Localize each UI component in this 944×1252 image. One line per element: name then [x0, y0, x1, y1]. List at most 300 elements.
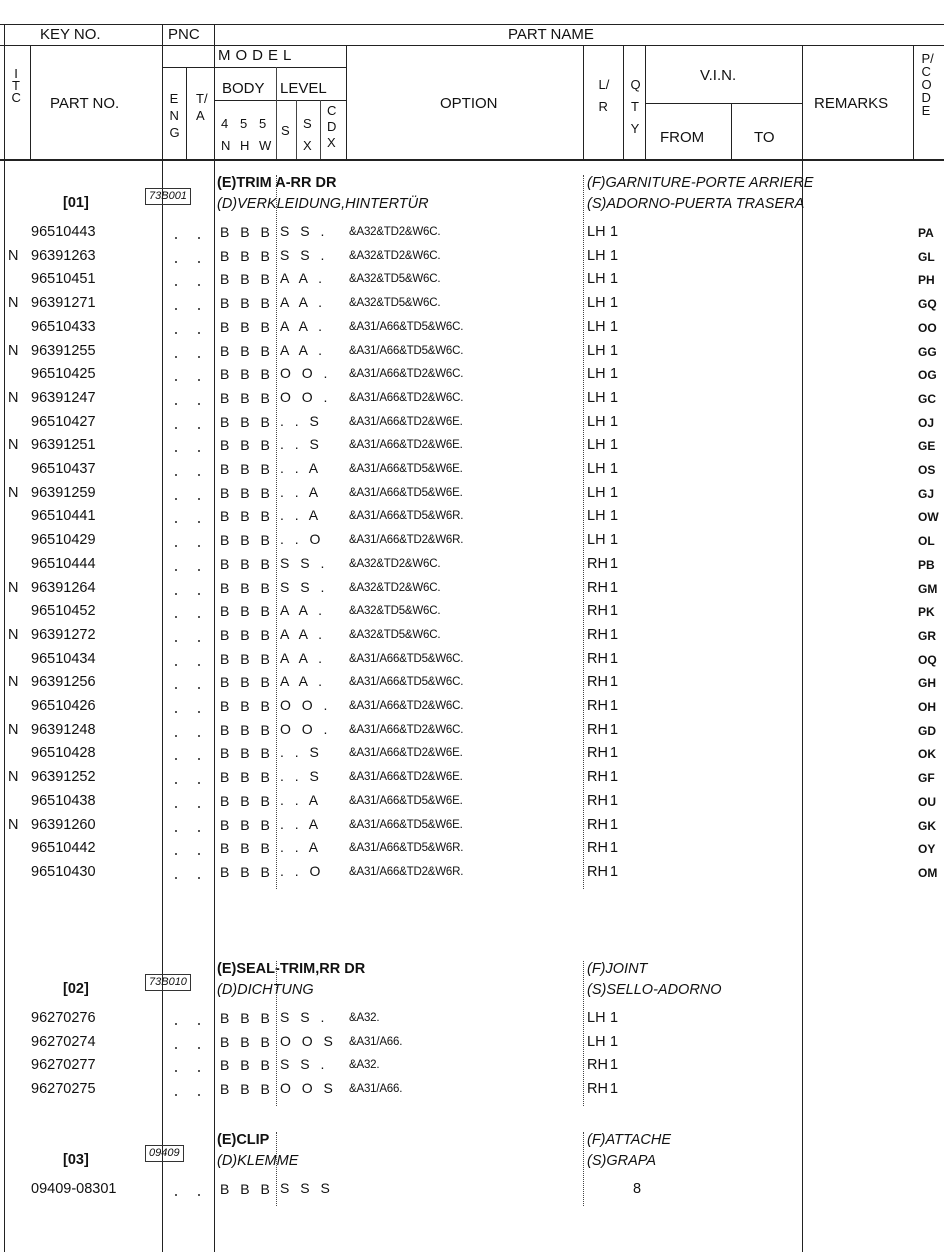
- placeholder-dot: [175, 1047, 177, 1049]
- itc-header-text: ITC: [11, 66, 21, 105]
- part-number: 96391271: [31, 295, 96, 312]
- quantity: 1: [610, 863, 619, 880]
- body-fitment: B B B: [220, 1181, 274, 1197]
- body-fitment: B B B: [220, 295, 274, 312]
- level-fitment: . . A: [280, 839, 322, 856]
- quantity: 1: [610, 769, 619, 786]
- product-code: OY: [918, 842, 936, 857]
- level-fitment: . . S: [280, 412, 323, 429]
- key-no-header: KEY NO.: [40, 26, 101, 43]
- placeholder-dot: [198, 806, 200, 808]
- lr-side: RH: [587, 1081, 608, 1098]
- placeholder-dot: [175, 356, 177, 358]
- group-key-no: [01]: [63, 195, 89, 211]
- quantity: 1: [610, 342, 619, 359]
- product-code: GQ: [918, 297, 937, 312]
- placeholder-dot: [198, 356, 200, 358]
- placeholder-dot: [175, 877, 177, 879]
- itc-flag: N: [8, 769, 19, 786]
- remarks-header: REMARKS: [814, 95, 889, 112]
- quantity: 1: [610, 295, 619, 312]
- option-code: &A31/A66&TD2&W6C.: [349, 391, 464, 404]
- placeholder-dot: [198, 711, 200, 713]
- part-name-german: (D)DICHTUNG: [217, 982, 314, 998]
- column-separator: [276, 175, 277, 889]
- quantity: 1: [610, 484, 619, 501]
- pcode-divider: [913, 45, 914, 159]
- placeholder-dot: [198, 379, 200, 381]
- lr-side: LH: [587, 461, 606, 477]
- level-fitment: O O S: [280, 1080, 337, 1097]
- part-number: 96510430: [31, 863, 96, 880]
- product-code: GL: [918, 249, 935, 264]
- quantity: 1: [610, 626, 619, 643]
- part-number: 96510444: [31, 555, 96, 572]
- level-fitment: . . S: [280, 744, 323, 761]
- option-code: &A31/A66&TD5&W6C.: [349, 652, 464, 665]
- placeholder-dot: [198, 782, 200, 784]
- product-code: GM: [918, 581, 938, 596]
- part-name-english: (E)SEAL-TRIM,RR DR: [217, 961, 366, 977]
- placeholder-dot: [175, 593, 177, 595]
- level-fitment: A A .: [280, 294, 326, 311]
- part-number: 96510443: [31, 224, 96, 240]
- placeholder-dot: [198, 616, 200, 618]
- level-fitment: S S .: [280, 578, 328, 595]
- part-number: 96391260: [31, 816, 96, 833]
- product-code: OH: [918, 700, 936, 714]
- lr-side: RH: [587, 579, 608, 596]
- part-number: 96510433: [31, 318, 96, 335]
- product-code: GR: [918, 628, 936, 643]
- model-rule: [162, 67, 346, 68]
- body-5h-header: 5H: [240, 116, 250, 153]
- itc-flag: N: [8, 342, 19, 359]
- level-fitment: A A .: [280, 317, 326, 334]
- part-number: 96510438: [31, 792, 96, 809]
- product-code: OS: [918, 463, 936, 477]
- part-number: 96391247: [31, 389, 96, 406]
- placeholder-dot: [198, 735, 200, 737]
- lr-side: LH: [587, 247, 606, 264]
- level-s-header: S: [281, 123, 290, 138]
- option-code: &A31/A66&TD5&W6C.: [349, 676, 464, 689]
- pnc-header: PNC: [168, 26, 200, 43]
- placeholder-dot: [198, 521, 200, 523]
- part-number: 96510428: [31, 745, 96, 762]
- vin-from-header: FROM: [660, 129, 705, 146]
- quantity: 1: [610, 389, 619, 406]
- header-top-rule: [0, 24, 944, 25]
- product-code: OU: [918, 794, 936, 809]
- itc-flag: N: [8, 816, 19, 833]
- lr-header-text: L/R: [598, 77, 610, 114]
- part-name-french: (F)GARNITURE-PORTE ARRIERE: [587, 175, 814, 191]
- option-code: &A32&TD2&W6C.: [349, 557, 441, 570]
- option-code: &A31/A66&TD5&W6E.: [349, 794, 463, 807]
- quantity: 1: [610, 437, 619, 454]
- itc-flag: N: [8, 674, 19, 691]
- body-fitment: B B B: [220, 389, 274, 406]
- placeholder-dot: [198, 640, 200, 642]
- part-name-german: (D)KLEMME: [217, 1153, 299, 1169]
- body-fitment: B B B: [220, 413, 274, 430]
- lr-side: RH: [587, 863, 608, 880]
- placeholder-dot: [175, 569, 177, 571]
- placeholder-dot: [175, 379, 177, 381]
- placeholder-dot: [175, 806, 177, 808]
- body-fitment: B B B: [220, 1057, 274, 1074]
- vin-to-header: TO: [754, 129, 775, 146]
- quantity: 1: [610, 461, 619, 477]
- part-number: 96510452: [31, 603, 96, 620]
- eng-header-text: ENG: [169, 91, 180, 140]
- level-fitment: O O .: [280, 720, 331, 737]
- ta-header-text: T/A: [196, 91, 208, 123]
- level-s-divider: [296, 100, 297, 159]
- lr-side: LH: [587, 224, 606, 240]
- body-level-divider: [276, 67, 277, 159]
- level-fitment: S S .: [280, 1056, 328, 1073]
- placeholder-dot: [175, 261, 177, 263]
- level-fitment: O O .: [280, 388, 331, 405]
- body-fitment: B B B: [220, 626, 274, 643]
- placeholder-dot: [175, 735, 177, 737]
- model-header: MODEL: [218, 47, 297, 64]
- part-number: 96510434: [31, 650, 96, 667]
- quantity: 1: [610, 318, 619, 335]
- level-fitment: S S .: [280, 1009, 328, 1025]
- level-fitment: O O .: [280, 697, 331, 713]
- option-code: &A31/A66&TD5&W6E.: [349, 818, 463, 831]
- placeholder-dot: [198, 758, 200, 760]
- body-fitment: B B B: [220, 698, 274, 714]
- product-code: OG: [918, 368, 937, 383]
- part-name-header: PART NAME: [508, 26, 594, 43]
- lr-divider: [583, 45, 584, 159]
- placeholder-dot: [198, 403, 200, 405]
- placeholder-dot: [175, 521, 177, 523]
- placeholder-dot: [198, 498, 200, 500]
- qty-header: [627, 74, 643, 140]
- part-name-french: (F)JOINT: [587, 961, 648, 977]
- level-sx-divider: [320, 100, 321, 159]
- placeholder-dot: [175, 687, 177, 689]
- level-fitment: . . A: [280, 791, 322, 808]
- lr-side: RH: [587, 840, 608, 857]
- option-code: &A32&TD5&W6C.: [349, 628, 441, 641]
- from-to-divider: [731, 103, 732, 159]
- level-header: LEVEL: [280, 80, 327, 97]
- pcode-header: [918, 52, 934, 117]
- body-level-rule: [214, 100, 346, 101]
- option-code: &A31/A66&TD2&W6C.: [349, 368, 464, 381]
- column-separator: [276, 1132, 277, 1206]
- option-code: &A32&TD5&W6C.: [349, 273, 441, 286]
- level-fitment: S S .: [280, 554, 328, 571]
- body-fitment: B B B: [220, 484, 274, 501]
- lr-side: LH: [587, 532, 606, 549]
- itc-flag: N: [8, 295, 19, 312]
- quantity: 1: [610, 247, 619, 264]
- option-code: &A31/A66&TD2&W6E.: [349, 439, 463, 452]
- option-code: &A32&TD2&W6C.: [349, 581, 441, 594]
- placeholder-dot: [198, 569, 200, 571]
- qty-divider: [623, 45, 624, 159]
- body-fitment: B B B: [220, 1033, 274, 1050]
- placeholder-dot: [198, 427, 200, 429]
- part-name-french: (F)ATTACHE: [587, 1132, 672, 1148]
- remarks-divider: [802, 45, 803, 1252]
- lr-side: LH: [587, 295, 606, 312]
- body-fitment: B B B: [220, 674, 274, 691]
- itc-flag: N: [8, 721, 19, 738]
- itc-flag: N: [8, 389, 19, 406]
- product-code: GG: [918, 344, 937, 359]
- part-number: 96510426: [31, 698, 96, 714]
- placeholder-dot: [175, 853, 177, 855]
- option-code: &A31/A66&TD2&W6E.: [349, 415, 463, 428]
- quantity: 1: [610, 698, 619, 714]
- option-header: OPTION: [440, 95, 498, 112]
- column-separator: [276, 961, 277, 1106]
- placeholder-dot: [175, 1023, 177, 1025]
- quantity: 1: [610, 413, 619, 430]
- pnc-divider: [162, 24, 163, 1252]
- part-name-spanish: (S)GRAPA: [587, 1153, 657, 1169]
- placeholder-dot: [175, 616, 177, 618]
- part-name-spanish: (S)SELLO-ADORNO: [587, 982, 722, 998]
- quantity: 1: [610, 1081, 619, 1098]
- product-code: GF: [918, 771, 935, 786]
- option-code: &A32&TD2&W6C.: [349, 226, 441, 238]
- level-fitment: . . A: [280, 460, 322, 476]
- option-code: &A31/A66&TD2&W6E.: [349, 747, 463, 760]
- body-fitment: B B B: [220, 769, 274, 786]
- level-fitment: S S .: [280, 223, 328, 239]
- option-code: &A31/A66&TD2&W6C.: [349, 723, 464, 736]
- placeholder-dot: [198, 450, 200, 452]
- option-code: &A32&TD5&W6C.: [349, 297, 441, 310]
- body-fitment: B B B: [220, 318, 274, 335]
- placeholder-dot: [198, 284, 200, 286]
- part-number: 96270277: [31, 1057, 96, 1074]
- placeholder-dot: [175, 758, 177, 760]
- placeholder-dot: [198, 545, 200, 547]
- product-code: GD: [918, 723, 936, 738]
- placeholder-dot: [198, 1194, 200, 1196]
- part-number: 96391248: [31, 721, 96, 738]
- placeholder-dot: [198, 1023, 200, 1025]
- lr-side: RH: [587, 816, 608, 833]
- part-number: 96270276: [31, 1010, 96, 1026]
- part-number: 96510441: [31, 508, 96, 525]
- product-code: GJ: [918, 486, 935, 501]
- level-sx-header: SX: [303, 116, 312, 153]
- column-separator: [583, 175, 584, 889]
- level-cdx-header: CDX: [327, 103, 337, 150]
- lr-side: RH: [587, 721, 608, 738]
- level-fitment: . . S: [280, 768, 323, 785]
- quantity: 1: [610, 840, 619, 857]
- body-header: BODY: [222, 80, 265, 97]
- product-code: OW: [918, 510, 939, 525]
- placeholder-dot: [198, 237, 200, 239]
- placeholder-dot: [198, 261, 200, 263]
- group-key-no: [03]: [63, 1152, 89, 1168]
- option-code: &A31/A66&TD2&W6C.: [349, 700, 464, 712]
- part-number: 96510437: [31, 461, 96, 477]
- quantity: 1: [610, 650, 619, 667]
- lr-side: LH: [587, 366, 606, 383]
- part-number: 96391252: [31, 769, 96, 786]
- lr-side: RH: [587, 650, 608, 667]
- level-fitment: . . O: [280, 862, 324, 879]
- product-code: GC: [918, 391, 936, 406]
- body-fitment: B B B: [220, 1010, 274, 1026]
- part-name-english: (E)CLIP: [217, 1132, 270, 1148]
- placeholder-dot: [198, 593, 200, 595]
- level-fitment: A A .: [280, 341, 326, 358]
- group-pnc-box: 73B010: [145, 974, 191, 991]
- group-pnc-box: 09409: [145, 1145, 184, 1162]
- placeholder-dot: [198, 1094, 200, 1096]
- lr-side: LH: [587, 342, 606, 359]
- level-fitment: S S S: [280, 1180, 334, 1196]
- placeholder-dot: [175, 830, 177, 832]
- level-fitment: . . A: [280, 483, 322, 500]
- product-code: PK: [918, 605, 935, 620]
- placeholder-dot: [175, 332, 177, 334]
- lr-side: LH: [587, 318, 606, 335]
- product-code: OJ: [918, 415, 935, 430]
- group-key-no: [02]: [63, 981, 89, 997]
- option-code: &A32&TD5&W6C.: [349, 605, 441, 618]
- placeholder-dot: [175, 711, 177, 713]
- lr-side: LH: [587, 271, 606, 288]
- placeholder-dot: [175, 664, 177, 666]
- placeholder-dot: [175, 1094, 177, 1096]
- part-number: 96391263: [31, 247, 96, 264]
- body-5w-header: 5W: [259, 116, 272, 153]
- quantity: 1: [610, 532, 619, 549]
- part-name-english: (E)TRIM A-RR DR: [217, 175, 337, 191]
- body-fitment: B B B: [220, 366, 274, 383]
- placeholder-dot: [175, 640, 177, 642]
- quantity: 1: [610, 1057, 619, 1074]
- option-code: &A31/A66&TD2&W6E.: [349, 771, 463, 784]
- level-fitment: A A .: [280, 649, 326, 666]
- placeholder-dot: [198, 308, 200, 310]
- part-number: 96270274: [31, 1033, 96, 1050]
- option-code: &A31/A66.: [349, 1035, 403, 1048]
- part-number: 96270275: [31, 1081, 96, 1098]
- quantity: 1: [610, 792, 619, 809]
- level-fitment: A A .: [280, 625, 326, 642]
- eng-header: [166, 90, 182, 141]
- quantity: 1: [610, 1010, 619, 1026]
- vin-header: V.I.N.: [700, 67, 737, 84]
- option-code: &A31/A66&TD5&W6R.: [349, 510, 464, 523]
- placeholder-dot: [198, 664, 200, 666]
- product-code: OM: [918, 865, 938, 880]
- placeholder-dot: [175, 782, 177, 784]
- placeholder-dot: [198, 1070, 200, 1072]
- level-fitment: . . A: [280, 815, 322, 832]
- option-code: &A32.: [349, 1059, 380, 1072]
- lr-side: LH: [587, 389, 606, 406]
- product-code: OQ: [918, 652, 937, 667]
- level-fitment: O O .: [280, 365, 331, 382]
- body-fitment: B B B: [220, 650, 274, 667]
- column-separator: [583, 1132, 584, 1206]
- lr-side: RH: [587, 792, 608, 809]
- part-number: 96391264: [31, 579, 96, 596]
- level-fitment: . . O: [280, 531, 324, 548]
- lr-side: LH: [587, 1010, 606, 1026]
- option-divider: [346, 45, 347, 159]
- lr-side: RH: [587, 769, 608, 786]
- option-code: &A31/A66&TD5&W6C.: [349, 344, 464, 357]
- placeholder-dot: [175, 403, 177, 405]
- body-fitment: B B B: [220, 247, 274, 264]
- quantity: 1: [610, 555, 619, 572]
- body-fitment: B B B: [220, 461, 274, 477]
- body-fitment: B B B: [220, 224, 274, 240]
- option-code: &A32.: [349, 1012, 380, 1024]
- part-number: 96391259: [31, 484, 96, 501]
- placeholder-dot: [175, 1194, 177, 1196]
- lr-side: LH: [587, 437, 606, 454]
- product-code: GH: [918, 676, 936, 691]
- quantity: 1: [610, 721, 619, 738]
- option-code: &A31/A66&TD2&W6R.: [349, 865, 464, 878]
- option-code: &A31/A66.: [349, 1083, 403, 1096]
- quantity: 1: [610, 1033, 619, 1050]
- part-number: 96510429: [31, 532, 96, 549]
- level-fitment: A A .: [280, 602, 326, 619]
- product-code: GE: [918, 439, 936, 454]
- placeholder-dot: [198, 877, 200, 879]
- placeholder-dot: [198, 474, 200, 476]
- product-code: OK: [918, 747, 936, 762]
- lr-header: [595, 74, 611, 118]
- placeholder-dot: [175, 427, 177, 429]
- part-number: 96391255: [31, 342, 96, 359]
- body-fitment: B B B: [220, 863, 274, 880]
- level-fitment: A A .: [280, 270, 326, 287]
- quantity: 1: [610, 745, 619, 762]
- part-number: 96391251: [31, 437, 96, 454]
- placeholder-dot: [198, 853, 200, 855]
- lr-side: RH: [587, 603, 608, 620]
- product-code: PA: [918, 226, 934, 240]
- placeholder-dot: [175, 308, 177, 310]
- body-fitment: B B B: [220, 816, 274, 833]
- vin-rule: [645, 103, 802, 104]
- part-number: 96510425: [31, 366, 96, 383]
- placeholder-dot: [198, 332, 200, 334]
- itc-flag: N: [8, 579, 19, 596]
- body-4n-header: 4N: [221, 116, 231, 153]
- product-code: OO: [918, 320, 937, 335]
- level-fitment: . . A: [280, 507, 322, 524]
- body-fitment: B B B: [220, 1081, 274, 1098]
- quantity: 8: [633, 1181, 642, 1197]
- part-name-german: (D)VERKLEIDUNG,HINTERTÜR: [217, 196, 429, 212]
- option-code: &A31/A66&TD2&W6R.: [349, 534, 464, 547]
- left-border: [4, 24, 5, 1252]
